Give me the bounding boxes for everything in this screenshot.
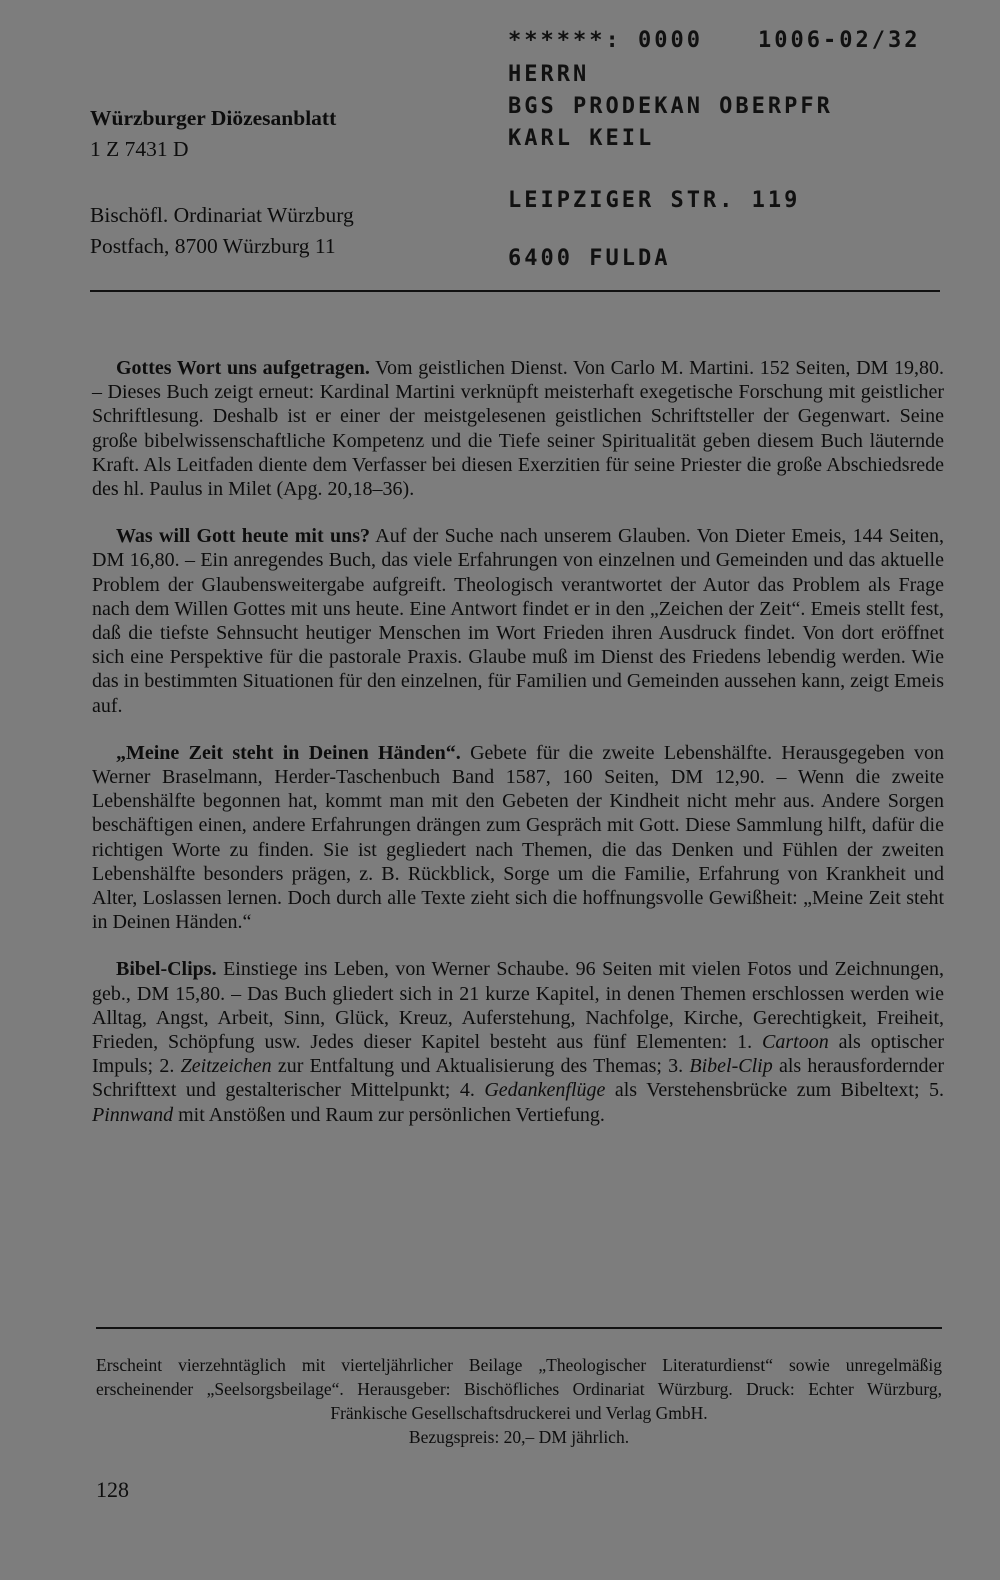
review-text: Gebete für die zweite Lebenshälfte. Herausgegeben von Werner Braselmann, Herder-Taschenbuch Band 1587, 160 Seiten, DM 12,90. – Wenn die zweite Lebenshälfte begonnen hat, kommt man mit den Gebeten der Kindheit nicht mehr aus. Andere Sorgen beschäftigen einen, andere Erfahrungen drängen zum Gespräch mit Gott. Diese Sammlung hilft, dafür die richtigen Worte zu finden. Sie ist gegliedert nach Themen, die das Denken und Fühlen der zweiten Lebenshälfte besonders prägen, z. B. Rückblick, Sorge um die Familie, Erfahrung von Krankheit und Alter, Loslassen lernen. Doch durch alle Texte zieht sich die hoffnungsvolle Gewißheit: „Meine Zeit steht in Deinen Händen.“ <box>92 741 944 934</box>
label-title: BGS PRODEKAN OBERPFR <box>508 94 833 119</box>
review-text: als Verstehensbrücke zum Bibeltext; 5. <box>605 1079 944 1102</box>
review-item <box>92 741 944 935</box>
footer-divider <box>96 1327 942 1329</box>
imprint-text: Erscheint vierzehntäglich mit vierteljährlicher Beilage „Theologischer Literaturdienst“ sowie unregelmäßig erscheinender „Seelsorgsbeilage“. Herausgeber: Bischöfliches Ordinariat Würzburg. Druck: Echter Würzburg, Fränkische Gesellschaftsdruckerei und Verlag GmbH. <box>96 1355 942 1423</box>
review-item <box>92 524 944 718</box>
review-text: Vom geistlichen Dienst. Von Carlo M. Martini. 152 Seiten, DM 19,80. – Dieses Buch zeigt erneut: Kardinal Martini verknüpft meisterhaft exegetische Forschung mit geistlicher Schriftlesung. Deshalb ist er einer der meistgelesenen geistlichen Schriftsteller der Gegenwart. Seine große bibelwissenschaftliche Kompetenz und die Tiefe seiner Spiritualität geben diesem Buch läuternde Kraft. Als Leitfaden diente dem Verfasser bei diesen Exerzitien für seine Priester die große Abschiedsrede des hl. Paulus in Milet (Apg. 20,18–36). <box>92 357 944 501</box>
label-reference-number: 1006-02/32 <box>758 28 921 53</box>
review-text: als optischer Impuls; 2. <box>92 1031 945 1078</box>
review-title: Was will Gott heute mit uns? <box>116 525 370 548</box>
sender-address <box>90 200 354 262</box>
imprint <box>96 1353 942 1449</box>
review-text: mit Anstößen und Raum zur persönlichen Vertiefung. <box>173 1103 605 1126</box>
label-street: LEIPZIGER STR. 119 <box>508 188 801 213</box>
label-city: 6400 FULDA <box>508 246 671 271</box>
page-number: 128 <box>96 1477 129 1502</box>
review-title: Bibel-Clips. <box>116 958 217 981</box>
review-emphasis: Zeitzeichen <box>180 1055 272 1078</box>
review-emphasis: Cartoon <box>762 1031 829 1054</box>
label-recipient-name: KARL KEIL <box>508 126 655 151</box>
review-emphasis: Gedankenflüge <box>484 1079 606 1102</box>
label-salutation: HERRN <box>508 62 590 87</box>
review-text: als herausfordernder Schrifttext und gestalterischer Mittelpunkt; 4. <box>92 1055 945 1102</box>
sender-line-1: Bischöfl. Ordinariat Würzburg <box>90 203 354 227</box>
sender-line-2: Postfach, 8700 Würzburg 11 <box>90 234 336 258</box>
review-text: Einstiege ins Leben, von Werner Schaube. 96 Seiten mit vielen Fotos und Zeichnungen, geb., DM 15,80. – Das Buch gliedert sich in 21 kurze Kapitel, in denen Themen erschlossen werden wie Alltag, Angst, Arbeit, Sinn, Glück, Kreuz, Auferstehung, Nachfolge, Kirche, Gerechtigkeit, Freiheit, Frieden, Schöpfung usw. Jedes dieser Kapitel besteht aus fünf Elementen: 1. <box>92 958 944 1054</box>
book-reviews <box>92 356 944 1150</box>
review-title: Gottes Wort uns aufgetragen. <box>116 357 370 379</box>
review-title: „Meine Zeit steht in Deinen Händen“. <box>116 741 461 764</box>
publication-name: Würzburger Diözesanblatt <box>90 106 337 130</box>
label-customer-code: ******: 0000 <box>508 28 703 53</box>
publication-code: 1 Z 7431 D <box>90 137 189 161</box>
review-item <box>92 356 944 501</box>
review-text: Auf der Suche nach unserem Glauben. Von Dieter Emeis, 144 Seiten, DM 16,80. – Ein anregendes Buch, das viele Erfahrungen von einzelnen und Gemeinden und das aktuelle Problem der Glaubensweitergabe aufgreift. Theologisch verantwortet der Autor das Problem als Frage nach dem Willen Gottes mit uns heute. Eine Antwort findet er in den „Zeichen der Zeit“. Emeis stellt fest, daß die tiefste Sehnsucht heutiger Menschen im Wort Frieden ihren Ausdruck findet. Von dort eröffnet sich eine Perspektive für die pastorale Praxis. Glaube muß im Dienst des Friedens lebendig werden. Wie das in bestimmten Situationen für den einzelnen, für Familien und Gemeinden aussehen kann, zeigt Emeis auf. <box>92 525 945 717</box>
review-emphasis: Pinnwand <box>92 1103 174 1126</box>
review-item <box>92 957 944 1126</box>
review-emphasis: Bibel-Clip <box>689 1055 773 1078</box>
subscription-price: Bezugspreis: 20,– DM jährlich. <box>408 1427 630 1447</box>
header-divider <box>90 290 940 292</box>
publication-block <box>90 103 336 165</box>
review-text: zur Entfaltung und Aktualisierung des Themas; 3. <box>271 1055 690 1078</box>
